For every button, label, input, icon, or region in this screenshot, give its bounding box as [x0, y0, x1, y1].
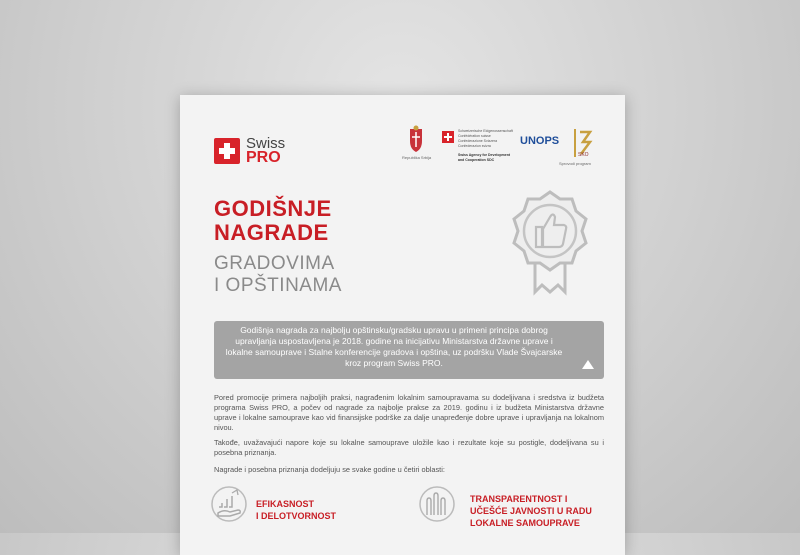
brand-word-2: PRO: [246, 149, 281, 166]
area-transparency-label: TRANSPARENTNOST I UČEŠĆE JAVNOSTI U RADU LOKALNE SAMOUPRAVE: [470, 494, 592, 528]
title-secondary: GRADOVIMA I OPŠTINAMA: [214, 253, 342, 296]
svg-text:SKO: SKO: [578, 152, 589, 157]
sko-label: Sprovodi program: [559, 161, 591, 166]
swiss-pro-logo: [214, 137, 285, 165]
swiss-confederation-icon: [442, 131, 454, 143]
efficiency-hand-chart-icon: [210, 485, 248, 523]
paragraph-1: Pored promocije primera najboljih praksi, nagrađenim lokalnim samoupravama su dodeljivana i sredstva iz budžeta programa Swiss PRO, a počev od nagrade za najbolje prakse za 2019. godinu i iz budžeta Ministarstva državne uprave i lokalne samouprave kao vid finansijske podrške za dalje unapređenje dobre uprave i upravljanja na lokalnom nivou.: [214, 393, 604, 432]
paragraph-3: Nagrade i posebna priznanja dodeljuju se svake godine u četiri oblasti:: [214, 465, 445, 474]
serbia-coat-of-arms-icon: [406, 125, 426, 153]
swiss-cross-icon: [214, 138, 240, 164]
serbia-label: Republika Srbija: [402, 155, 432, 160]
sko-logo-icon: [574, 129, 596, 157]
brand-word-1: Swiss: [246, 135, 286, 152]
area-efficiency-label: EFIKASNOST I DELOTVORNOST: [256, 499, 337, 521]
award-poster: [180, 95, 625, 555]
partner-logos: [402, 125, 612, 170]
summary-box: [214, 321, 604, 379]
summary-text: Godišnja nagrada za najbolju opštinsku/gradsku upravu u primeni principa dobrog upravljanja uspostavljena je 2018. godine na inicijativu Ministarstva državne uprave i lokalne samouprave i Stalne konferencije gradova i opština, uz podršku Vlade Švajcarske kroz program Swiss PRO.: [225, 325, 563, 368]
paragraph-2: Takođe, uvažavajući napore koje su lokalne samouprave uložile kao i rezultate koje su postigle, dodeljivana su i posebna priznanja.: [214, 438, 604, 457]
raised-hands-icon: [418, 485, 456, 523]
swiss-confederation-text: Schweizerische Eidgenossenschaft Confédération suisse Confederazione Svizzera Confederaziun svizra Swiss Agency for Development and Cooperation SDC: [458, 129, 513, 162]
title-primary: GODIŠNJE NAGRADE: [214, 196, 332, 245]
unops-logo: UNOPS: [520, 135, 560, 147]
thumbs-up-badge-icon: [510, 187, 590, 297]
triangle-icon: [582, 360, 594, 369]
